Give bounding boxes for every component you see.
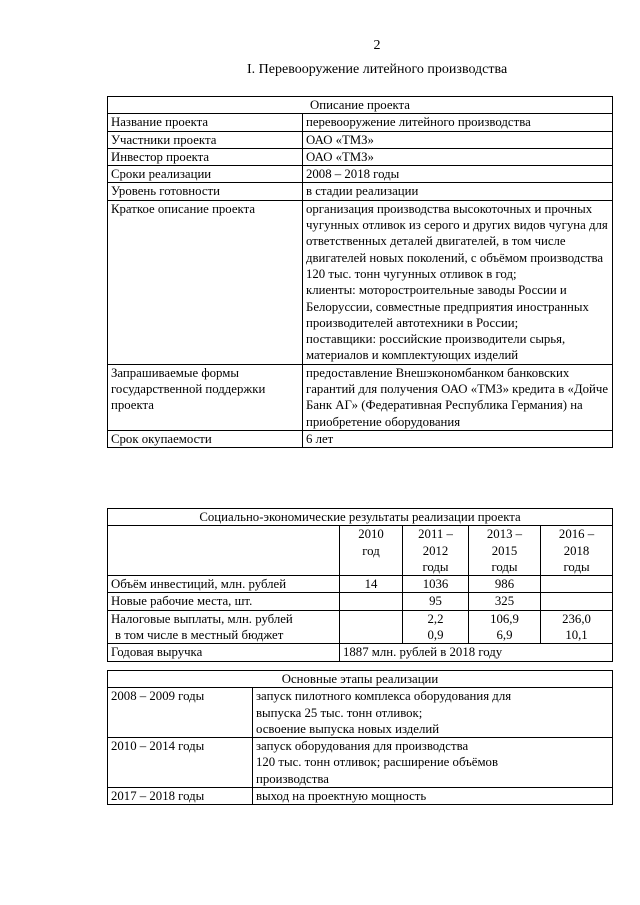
stage-description: запуск оборудования для производства 120 тыс. тонн отливок; расширение объёмов производства <box>253 738 613 788</box>
table-row <box>108 430 613 447</box>
table-row <box>108 364 613 430</box>
table-row <box>108 610 613 644</box>
value-cell <box>541 593 613 610</box>
value-cell <box>340 593 403 610</box>
stages-header: Основные этапы реализации <box>108 671 613 688</box>
row-label: Название проекта <box>108 114 303 131</box>
row-label: Уровень готовности <box>108 183 303 200</box>
row-value: ОАО «ТМЗ» <box>303 131 613 148</box>
brief-paragraph-suppliers: поставщики: российские производители сырья, материалов и комплектующих изделий <box>306 332 566 363</box>
table-row <box>108 671 613 688</box>
brief-label: Краткое описание проекта <box>108 200 303 364</box>
table-row <box>108 509 613 526</box>
period-header: 2011 – 2012 годы <box>403 526 469 576</box>
row-label: Участники проекта <box>108 131 303 148</box>
revenue-label: Годовая выручка <box>108 644 340 661</box>
support-value: предоставление Внешэкономбанком банковских гарантий для получения ОАО «ТМЗ» кредита в «Дойче Банк АГ» (Федеративная Республика Германия) на приобретение оборудования <box>303 364 613 430</box>
row-value: ОАО «ТМЗ» <box>303 148 613 165</box>
stage-period: 2008 – 2009 годы <box>108 688 253 738</box>
table-row <box>108 200 613 364</box>
table-row <box>108 148 613 165</box>
period-header: 2010 год <box>340 526 403 576</box>
table-row <box>108 526 613 576</box>
table-row <box>108 688 613 738</box>
brief-description <box>303 200 613 364</box>
row-value: 2008 – 2018 годы <box>303 166 613 183</box>
value-cell: 95 <box>403 593 469 610</box>
investment-label: Объём инвестиций, млн. рублей <box>108 576 340 593</box>
payback-value: 6 лет <box>303 430 613 447</box>
value-cell <box>340 610 403 644</box>
value-cell: 106,9 6,9 <box>469 610 541 644</box>
payback-label: Срок окупаемости <box>108 430 303 447</box>
brief-paragraph-production: организация производства высокоточных и прочных чугунных отливок из серого и других видов чугуна для ответственных деталей двигателей, в том числе двигателей новых поколений, с объёмом производства 120 тыс. тонн чугунных отливок в год; <box>306 201 608 281</box>
page-number: 2 <box>373 38 381 53</box>
table-row <box>108 97 613 114</box>
value-cell: 14 <box>340 576 403 593</box>
description-header: Описание проекта <box>108 97 613 114</box>
value-cell: 236,0 10,1 <box>541 610 613 644</box>
value-cell: 325 <box>469 593 541 610</box>
stage-period: 2017 – 2018 годы <box>108 788 253 805</box>
brief-paragraph-clients: клиенты: моторостроительные заводы России и Белоруссии, совместные предприятия иностранных производителей автотехники в России; <box>306 283 589 330</box>
stage-description: запуск пилотного комплекса оборудования для выпуска 25 тыс. тонн отливок; освоение выпуска новых изделий <box>253 688 613 738</box>
row-label: Сроки реализации <box>108 166 303 183</box>
period-header: 2016 – 2018 годы <box>541 526 613 576</box>
taxes-label: Налоговые выплаты, млн. рублей в том числе в местный бюджет <box>108 610 340 644</box>
results-header: Социально-экономические результаты реализации проекта <box>108 509 613 526</box>
row-label: Инвестор проекта <box>108 148 303 165</box>
value-cell: 2,2 0,9 <box>403 610 469 644</box>
stage-description: выход на проектную мощность <box>253 788 613 805</box>
table-row <box>108 644 613 661</box>
period-header: 2013 – 2015 годы <box>469 526 541 576</box>
table-row <box>108 166 613 183</box>
results-table <box>107 508 613 662</box>
table-row <box>108 131 613 148</box>
row-value: в стадии реализации <box>303 183 613 200</box>
table-row <box>108 183 613 200</box>
value-cell: 986 <box>469 576 541 593</box>
stages-table <box>107 670 613 805</box>
table-row <box>108 593 613 610</box>
stage-period: 2010 – 2014 годы <box>108 738 253 788</box>
empty-cell <box>108 526 340 576</box>
section-title: I. Перевооружение литейного производства <box>247 62 508 77</box>
table-row <box>108 738 613 788</box>
row-value: перевооружение литейного производства <box>303 114 613 131</box>
value-cell <box>541 576 613 593</box>
revenue-value: 1887 млн. рублей в 2018 году <box>340 644 613 661</box>
table-row <box>108 576 613 593</box>
support-label: Запрашиваемые формы государственной поддержки проекта <box>108 364 303 430</box>
jobs-label: Новые рабочие места, шт. <box>108 593 340 610</box>
value-cell: 1036 <box>403 576 469 593</box>
project-description-table <box>107 96 613 448</box>
table-row <box>108 114 613 131</box>
table-row <box>108 788 613 805</box>
